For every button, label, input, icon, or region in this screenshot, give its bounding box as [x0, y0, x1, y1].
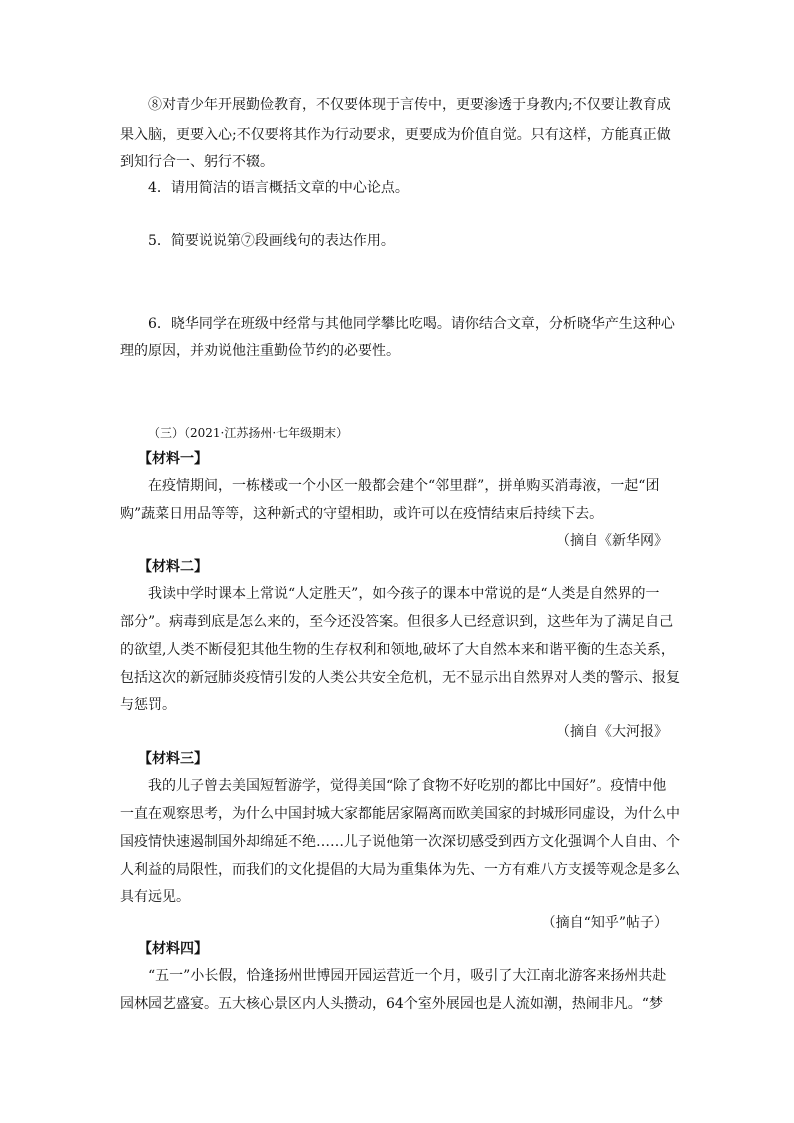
paragraph-8-line-3: 到知行合一、躬行不辍。 — [120, 154, 274, 170]
material-2-line-4: 包括这次的新冠肺炎疫情引发的人类公共安全危机，无不显示出自然界对人类的警示、报复 — [120, 670, 680, 686]
material-2-line-3: 的欲望,人类不断侵犯其他生物的生存权利和领地,破坏了大自然本来和谐平衡的生态关系， — [120, 642, 675, 658]
material-2-line-1: 我读中学时课本上常说“人定胜天”，如今孩子的课本中常说的是“人类是自然界的一 — [148, 586, 660, 602]
question-4: 4．请用简洁的语言概括文章的中心论点。 — [148, 180, 409, 196]
question-6-line-2: 理的原因，并劝说他注重勤俭节约的必要性。 — [120, 343, 400, 359]
material-3-source: （摘自“知乎”帖子） — [541, 915, 668, 931]
material-1-title: 【材料一】 — [138, 451, 208, 467]
section-3-heading: （三）（2021·江苏扬州·七年级期末） — [148, 426, 349, 440]
paragraph-8-line-2: 果入脑，更要入心;不仅要将其作为行动要求，更要成为价值自觉。只有这样，方能真正做 — [120, 127, 671, 143]
material-1-line-2: 购”蔬菜日用品等等，这种新式的守望相助，或许可以在疫情结束后持续下去。 — [120, 506, 604, 522]
material-2-line-2: 部分”。病毒到底是怎么来的，至今还没答案。但很多人已经意识到，这些年为了满足自己 — [120, 614, 674, 630]
material-3-line-3: 国疫情快速遏制国外却绵延不绝……儿子说他第一次深切感受到西方文化强调个人自由、个 — [120, 834, 680, 850]
material-1-source: （摘自《新华网》 — [556, 533, 668, 549]
material-2-line-5: 与惩罚。 — [120, 697, 176, 713]
material-3-line-5: 具有远见。 — [120, 889, 190, 905]
material-2-source: （摘自《大河报》 — [556, 724, 668, 740]
material-4-line-2: 园林园艺盛宴。五大核心景区内人头攒动，64个室外展园也是人流如潮，热闹非凡。“梦 — [120, 996, 663, 1012]
material-3-line-1: 我的儿子曾去美国短暂游学，觉得美国“除了食物不好吃别的都比中国好”。疫情中他 — [148, 778, 667, 794]
material-3-title: 【材料三】 — [138, 751, 208, 767]
material-4-title: 【材料四】 — [138, 941, 208, 957]
material-4-line-1: “五一”小长假，恰逢扬州世博园开园运营近一个月，吸引了大江南北游客来扬州共赴 — [148, 968, 667, 984]
material-3-line-4: 人利益的局限性，而我们的文化提倡的大局为重集体为先、一方有难八方支援等观念是多么 — [120, 862, 680, 878]
material-2-title: 【材料二】 — [138, 559, 208, 575]
question-6-line-1: 6．晓华同学在班级中经常与其他同学攀比吃喝。请你结合文章，分析晓华产生这种心 — [148, 316, 675, 332]
paragraph-8-line-1: ⑧对青少年开展勤俭教育，不仅要体现于言传中，更要渗透于身教内;不仅要让教育成 — [148, 97, 671, 113]
material-1-line-1: 在疫情期间，一栋楼或一个小区一般都会建个“邻里群”，拼单购买消毒液，一起“团 — [148, 478, 660, 494]
question-5: 5．简要说说第⑦段画线句的表达作用。 — [148, 233, 395, 249]
material-3-line-2: 一直在观察思考，为什么中国封城大家都能居家隔离而欧美国家的封城形同虚设，为什么中 — [120, 806, 680, 822]
